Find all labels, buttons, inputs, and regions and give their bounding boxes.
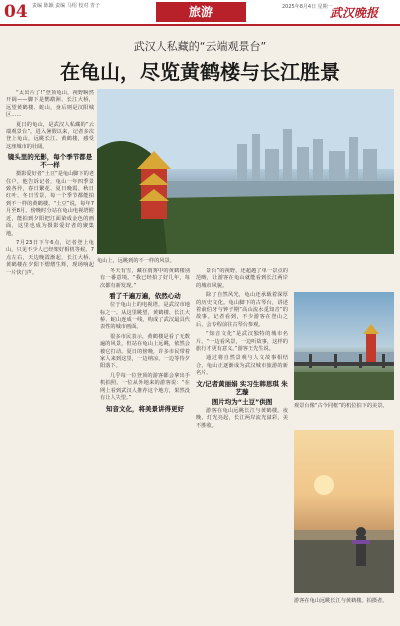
article-column-2 xyxy=(100,268,190,620)
subheading: 镜头里的光影，每个季节都是不一样 xyxy=(7,153,93,170)
subheading: 知音文化，将美景讲得更好 xyxy=(106,404,184,413)
subheading: 看了千遍万遍，依然心动 xyxy=(109,292,181,301)
paragraph: 除了自然风光，龟山还承载着深厚的历史文化。龟山脚下的古琴台，讲述着俞伯牙与钟子期“高山流水觅知音”的故事。记者看到，不少游客在登山之后，会专程前往古琴台参观。 xyxy=(196,292,288,328)
paragraph: 几乎每一位登顶的游客都会拿出手机拍照。一位从外地来的游客说：“在网上看到武汉人推荐这个地方，果然没有让人失望。” xyxy=(100,372,190,402)
byline: 文/记者黄丽娟 实习生韩思琪 朱艺璇 xyxy=(196,379,288,396)
paragraph: “知音文化”是武汉独特的城市名片。“一边看风景，一边听故事，这样的旅行才更有意义。”游客王先生说。 xyxy=(196,331,288,353)
paragraph: “太出片了!”登顶龟山，视野瞬然开阔——脚下是鹦鹉洲、长江大桥，远望黄鹤楼、蛇山，身后则是汉阳城区…… xyxy=(6,90,94,119)
paragraph: 景台”的视野，还超越了单一景点的范畴，让游客在龟山就能看到长江两岸的城市风貌。 xyxy=(196,268,288,289)
editor-credits: 责编 陈颖 责编 马绍 校对 青子 xyxy=(32,3,100,9)
newspaper-logo: 武汉晚报 xyxy=(330,6,379,20)
paragraph: 摄影爱好者“土豆”是龟山脚下的老住户，他告诉记者，龟山一年四季景致各异，春日繁花、夏日晚霞、秋日红叶、冬日雪景，每一个季节都能拍到不一样的黄鹤楼。“土豆”说，每年7月至8月，傍晚时分站在龟山电视塔附近，能拍到夕阳把江面染成金色的画面，这里也成为摄影爱好者的聚集地。 xyxy=(6,171,94,237)
paragraph: 7月23日下午6点，记者登上龟山，只见不少人已经架好相机等候。7点左右，天边晚霞渐起，长江大桥、黄鹤楼在夕阳下熠熠生辉，现场响起一片快门声。 xyxy=(6,239,94,276)
section-label: 旅游 xyxy=(156,2,246,22)
paragraph: 很多市民表示，黄鹤楼是看了无数遍的风景，但站在龟山上远眺，依然会被它打动。夏日的傍晚，许多市民带着家人来到这里，一边纳凉，一边等待夕阳落下。 xyxy=(100,333,190,370)
paragraph: 位于龟山上的电视塔，是武汉市地标之一。从这里眺望，黄鹤楼、长江大桥、蛇山连成一线，构成了武汉最具代表性的城市画面。 xyxy=(100,302,190,331)
article-headline: 在龟山，尽览黄鹤楼与长江胜景 xyxy=(60,60,340,84)
photo-credit: 图片均为“土豆”供图 xyxy=(211,397,273,406)
article-column-1 xyxy=(6,90,94,620)
paragraph: 通过将自然景观与人文故事相结合，龟山正逐渐成为武汉城市旅游的新名片。 xyxy=(196,355,288,377)
photo-caption: 观景台像“古今同框”的机位拍下的美景。 xyxy=(294,403,388,409)
sunset-illustration xyxy=(294,430,394,593)
bridge-illustration xyxy=(294,292,394,400)
photo-sunset-visitor xyxy=(294,430,394,593)
article-kicker: 武汉人私藏的“云端观景台” xyxy=(133,40,267,53)
page-number: 04 xyxy=(4,2,28,22)
paragraph: 冬天有雪，藏在雨雾中的黄鹤楼别有一番意境。“我已经拍了好几年，每次都有新发现。” xyxy=(100,268,190,289)
issue-date: 2025年8月4日 星期一 xyxy=(282,4,333,10)
photo-bridge-view xyxy=(294,292,394,400)
city-skyline-illustration xyxy=(97,89,394,254)
paragraph: 游客在龟山远眺长江与黄鹤楼。夜晚，灯光亮起，长江两岸流光溢彩，美不胜收。 xyxy=(196,407,288,429)
paragraph: 夏日的龟山，是武汉人私藏的“云端观景台”。进入暑假以来，记者多次登上龟山，远眺长江、黄鹤楼，感受这座城市的壮阔。 xyxy=(6,121,94,150)
article-column-3 xyxy=(196,268,288,620)
photo-yellow-crane-tower-view xyxy=(97,89,394,254)
photo-caption: 龟山上，远眺到的不一样的风景。 xyxy=(97,258,175,264)
photo-caption: 游客在龟山远眺长江与黄鹤楼。拍摄者。 xyxy=(294,598,388,604)
